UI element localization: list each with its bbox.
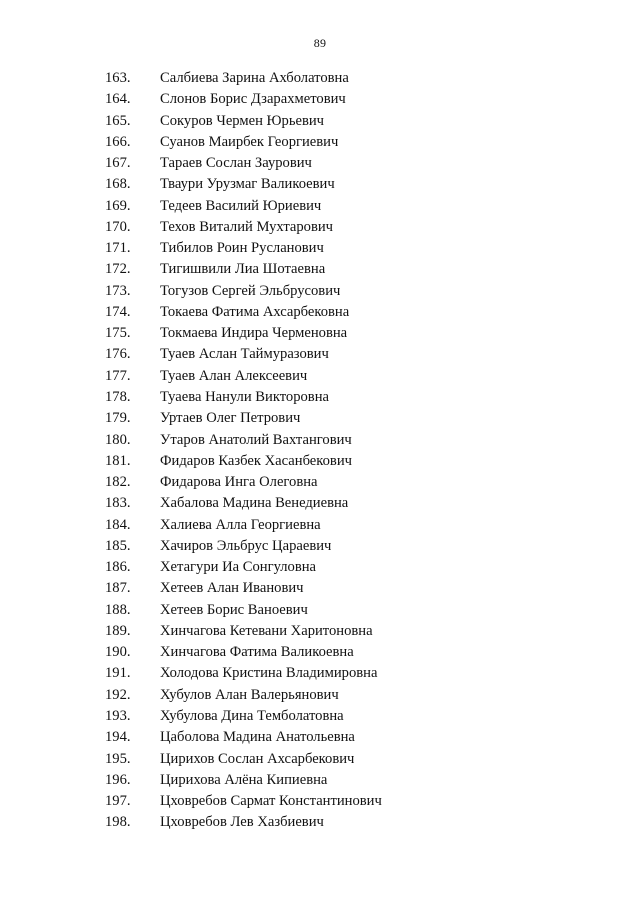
list-item xyxy=(0,153,640,174)
page-number: 89 xyxy=(313,36,327,50)
list-item xyxy=(0,791,640,812)
person-name: Туаева Нанули Викторовна xyxy=(160,388,329,405)
entry-number: 184. xyxy=(105,516,131,533)
list-item xyxy=(0,111,640,132)
entry-number: 197. xyxy=(105,793,131,810)
list-item xyxy=(0,323,640,344)
list-item xyxy=(0,578,640,599)
entry-number: 166. xyxy=(105,133,131,150)
entry-number: 188. xyxy=(105,601,131,618)
person-name: Хубулов Алан Валерьянович xyxy=(160,686,339,703)
entry-number: 182. xyxy=(105,474,131,491)
list-item xyxy=(0,344,640,365)
list-item xyxy=(0,472,640,493)
entry-number: 165. xyxy=(105,112,131,129)
person-name: Уртаев Олег Петрович xyxy=(160,410,301,427)
person-name: Цаболова Мадина Анатольевна xyxy=(160,729,355,746)
entry-number: 175. xyxy=(105,325,131,342)
entry-number: 163. xyxy=(105,70,131,86)
list-item xyxy=(0,281,640,302)
list-item xyxy=(0,174,640,195)
person-name: Утаров Анатолий Вахтангович xyxy=(160,431,352,448)
list-item xyxy=(0,685,640,706)
entry-number: 187. xyxy=(105,580,131,597)
entry-number: 174. xyxy=(105,303,131,320)
list-item xyxy=(0,642,640,663)
person-name: Хачиров Эльбрус Цараевич xyxy=(160,537,332,554)
person-name: Слонов Борис Дзарахметович xyxy=(160,91,346,108)
person-name: Цирихова Алёна Кипиевна xyxy=(160,771,328,788)
list-item xyxy=(0,812,640,833)
list-item xyxy=(0,663,640,684)
list-item xyxy=(0,132,640,153)
person-name: Хабалова Мадина Венедиевна xyxy=(160,495,349,512)
list-item xyxy=(0,749,640,770)
person-name: Цирихов Сослан Ахсарбекович xyxy=(160,750,355,767)
entry-number: 190. xyxy=(105,644,131,661)
entry-number: 192. xyxy=(105,686,131,703)
person-name: Хинчагова Кетевани Харитоновна xyxy=(160,622,373,639)
list-item xyxy=(0,217,640,238)
entry-number: 186. xyxy=(105,559,131,576)
list-item xyxy=(0,68,640,89)
list-item xyxy=(0,89,640,110)
entry-number: 191. xyxy=(105,665,131,682)
list-item xyxy=(0,536,640,557)
entry-number: 178. xyxy=(105,388,131,405)
entry-number: 177. xyxy=(105,367,131,384)
list-item xyxy=(0,302,640,323)
person-name: Хетеев Борис Ваноевич xyxy=(160,601,308,618)
person-name: Суанов Маирбек Георгиевич xyxy=(160,133,339,150)
list-item xyxy=(0,259,640,280)
entry-number: 167. xyxy=(105,155,131,172)
entry-number: 172. xyxy=(105,261,131,278)
list-item xyxy=(0,238,640,259)
person-name: Тигишвили Лиа Шотаевна xyxy=(160,261,326,278)
entry-number: 170. xyxy=(105,218,131,235)
person-name: Салбиева Зарина Ахболатовна xyxy=(160,70,349,86)
list-item xyxy=(0,196,640,217)
list-item xyxy=(0,600,640,621)
list-item xyxy=(0,366,640,387)
person-name: Тараев Сослан Заурович xyxy=(160,155,312,172)
list-item xyxy=(0,430,640,451)
list-item xyxy=(0,727,640,748)
entry-number: 193. xyxy=(105,707,131,724)
person-name: Цховребов Сармат Константинович xyxy=(160,793,382,810)
entry-number: 168. xyxy=(105,176,131,193)
person-name: Токмаева Индира Черменовна xyxy=(160,325,348,342)
list-item xyxy=(0,451,640,472)
person-name: Хинчагова Фатима Валикоевна xyxy=(160,644,354,661)
entry-number: 180. xyxy=(105,431,131,448)
entry-number: 169. xyxy=(105,197,131,214)
entry-number: 183. xyxy=(105,495,131,512)
entry-number: 196. xyxy=(105,771,131,788)
entry-number: 198. xyxy=(105,814,131,831)
person-name: Тедеев Василий Юриевич xyxy=(160,197,322,214)
list-item xyxy=(0,706,640,727)
person-name: Цховребов Лев Хазбиевич xyxy=(160,814,324,831)
person-name: Халиева Алла Георгиевна xyxy=(160,516,321,533)
person-name: Тибилов Роин Русланович xyxy=(160,240,324,257)
entry-number: 189. xyxy=(105,622,131,639)
entry-number: 185. xyxy=(105,537,131,554)
person-name: Холодова Кристина Владимировна xyxy=(160,665,378,682)
person-name: Тогузов Сергей Эльбрусович xyxy=(160,282,341,299)
entry-number: 195. xyxy=(105,750,131,767)
list-item xyxy=(0,387,640,408)
person-name: Фидаров Казбек Хасанбекович xyxy=(160,452,352,469)
person-name: Хубулова Дина Темболатовна xyxy=(160,707,344,724)
list-item xyxy=(0,621,640,642)
person-name: Туаев Аслан Таймуразович xyxy=(160,346,329,363)
person-name: Хетагури Иа Сонгуловна xyxy=(160,559,316,576)
person-name: Техов Виталий Мухтарович xyxy=(160,218,333,235)
entry-number: 176. xyxy=(105,346,131,363)
name-list xyxy=(0,68,640,834)
entry-number: 173. xyxy=(105,282,131,299)
entry-number: 179. xyxy=(105,410,131,427)
entry-number: 171. xyxy=(105,240,131,257)
entry-number: 194. xyxy=(105,729,131,746)
list-item xyxy=(0,557,640,578)
list-item xyxy=(0,770,640,791)
list-item xyxy=(0,408,640,429)
person-name: Токаева Фатима Ахсарбековна xyxy=(160,303,350,320)
entry-number: 164. xyxy=(105,91,131,108)
list-item xyxy=(0,515,640,536)
person-name: Тваури Урузмаг Валикоевич xyxy=(160,176,335,193)
list-item xyxy=(0,493,640,514)
person-name: Туаев Алан Алексеевич xyxy=(160,367,308,384)
person-name: Хетеев Алан Иванович xyxy=(160,580,304,597)
person-name: Сокуров Чермен Юрьевич xyxy=(160,112,325,129)
entry-number: 181. xyxy=(105,452,131,469)
person-name: Фидарова Инга Олеговна xyxy=(160,474,318,491)
